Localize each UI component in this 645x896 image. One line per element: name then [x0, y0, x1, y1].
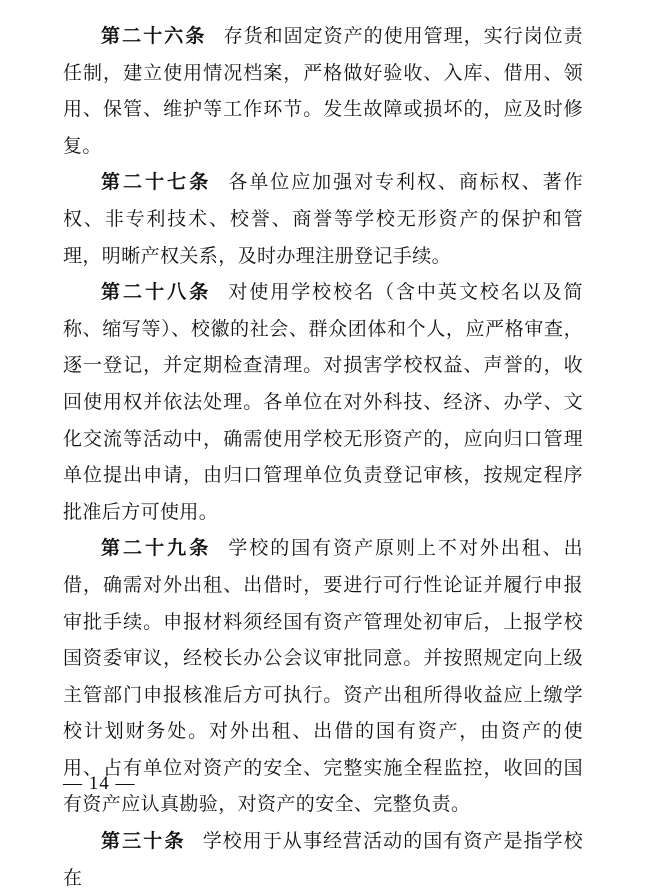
article-26: [63, 18, 583, 164]
article-label: 第三十条: [101, 830, 186, 853]
article-label: 第二十七条: [101, 171, 212, 194]
article-label: 第二十六条: [101, 25, 207, 47]
document-body: [63, 18, 583, 896]
article-label: 第二十九条: [101, 537, 212, 560]
article-text: 存货和固定资产的使用管理，实行岗位责任制，建立使用情况档案，严格做好验收、入库、借用、领用、保管、维护等工作环节。发生故障或损坏的，应及时修复。: [63, 25, 583, 157]
article-text: 对使用学校校名（含中英文校名以及简称、缩写等）、校徽的社会、群众团体和个人，应严格审查，逐一登记，并定期检查清理。对损害学校权益、声誉的，收回使用权并依法处理。各单位在对外科技、经济、办学、文化交流等活动中，确需使用学校无形资产的，应向归口管理单位提出申请，由归口管理单位负责登记审核，按规定程序批准后方可使用。: [63, 281, 583, 523]
article-text: 学校的国有资产原则上不对外出租、出借，确需对外出租、出借时，要进行可行性论证并履行申报审批手续。申报材料须经国有资产管理处初审后，上报学校国资委审议，经校长办公会议审批同意。并按照规定向上级主管部门申报核准后方可执行。资产出租所得收益应上缴学校计划财务处。对外出租、出借的国有资产，由资产的使用、占有单位对资产的安全、完整实施全程监控，收回的国有资产应认真勘验，对资产的安全、完整负责。: [63, 537, 583, 816]
article-text: 各单位应加强对专利权、商标权、著作权、非专利技术、校誉、商誉等学校无形资产的保护和管理，明晰产权关系，及时办理注册登记手续。: [63, 171, 583, 267]
article-30: [63, 823, 583, 896]
page-number: — 14 —: [63, 773, 136, 794]
article-27: [63, 164, 583, 274]
article-29: [63, 530, 583, 823]
article-28: [63, 274, 583, 530]
article-label: 第二十八条: [101, 281, 212, 304]
article-text: 学校用于从事经营活动的国有资产是指学校在: [63, 830, 583, 889]
